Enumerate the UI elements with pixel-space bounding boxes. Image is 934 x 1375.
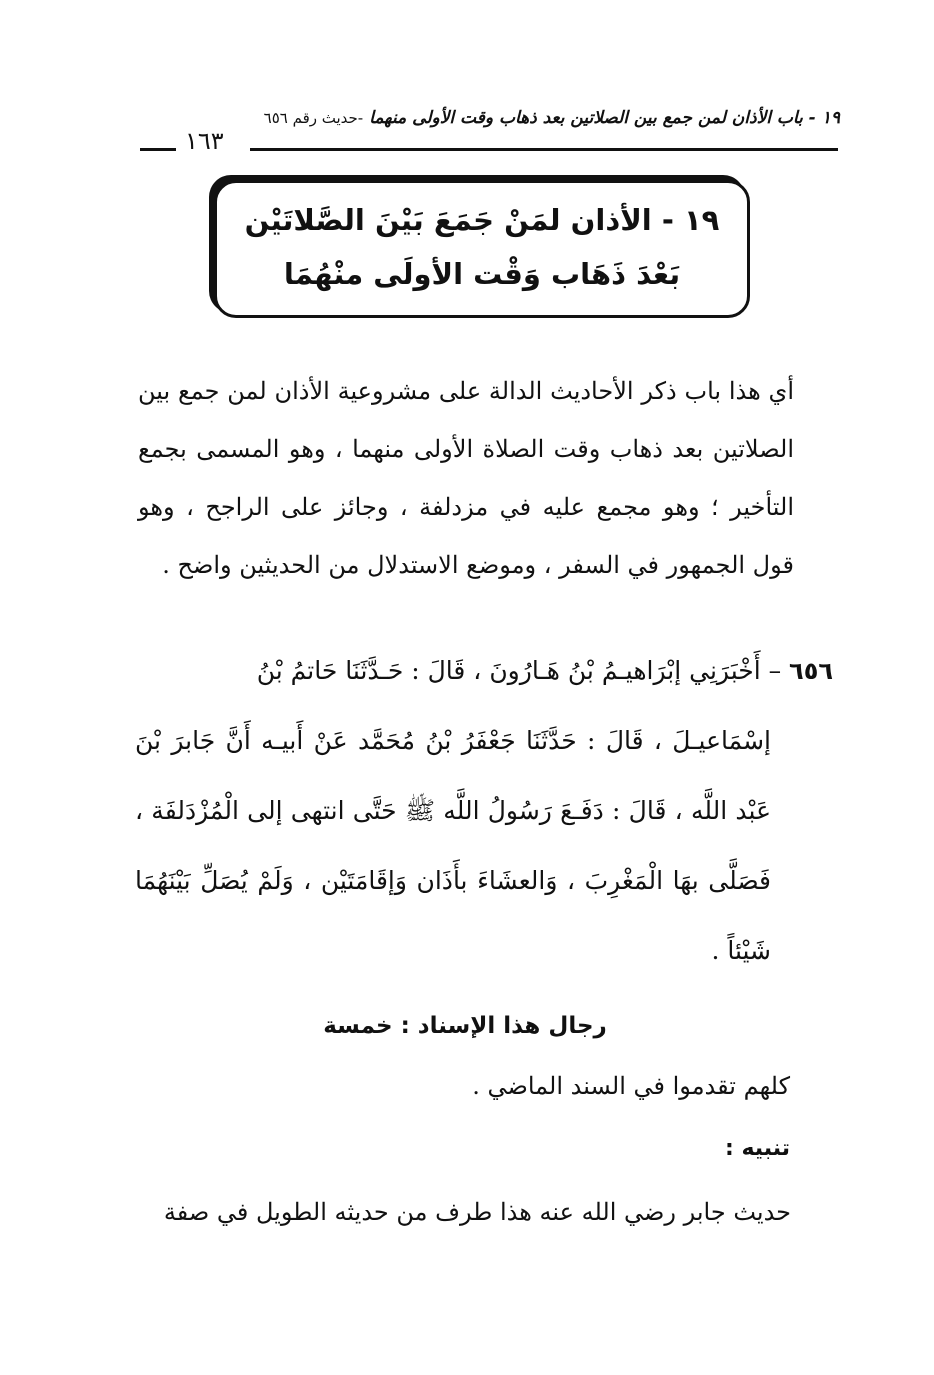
hadith-paragraph xyxy=(135,636,833,986)
header-rule xyxy=(250,148,838,151)
chapter-intro xyxy=(138,362,794,594)
hadith-text xyxy=(135,636,833,986)
hadith-continuation: إسْمَاعيـلَ ، قَالَ : حَدَّثَنَا جَعْفَرُ بْنُ مُحَمَّد عَنْ أَبيـه أَنَّ جَابرَ بْنَ عَبْد اللَّه ، قَالَ : دَفَـعَ رَسُولُ اللَّه ﷺ حَتَّى انتهى إلى الْمُزْدَلفَة ، فَصَلَّى بهَا الْمَغْرِبَ ، وَالعشَاءَ بأَذَان وَإقَامَتَيْن ، وَلَمْ يُصَلِّ بَيْنَهُمَا شَيْئاً . xyxy=(135,726,771,965)
running-header-title: ١٩ - باب الأذان لمن جمع بين الصلاتين بعد ذهاب وقت الأولى منهما xyxy=(369,108,840,128)
running-header-hadith-ref: -حديث رقم ٦٥٦ xyxy=(263,109,364,127)
hadith-dash: – xyxy=(760,656,790,685)
narrators-note: كلهم تقدموا في السند الماضي . xyxy=(472,1072,790,1100)
chapter-intro-text: أي هذا باب ذكر الأحاديث الدالة على مشروعية الأذان لمن جمع بين الصلاتين بعد ذهاب وقت الصلاة الأولى منهما ، وهو المسمى بجمع التأخير ؛ وهو مجمع عليه في مزدلفة ، وجائز على الراجح ، وهو قول الجمهور في السفر ، وموضع الاستدلال من الحديثين واضح . xyxy=(138,377,794,579)
hadith-number: ٦٥٦ xyxy=(789,657,833,685)
narrators-heading: رجال هذا الإسناد : خمسة xyxy=(323,1013,607,1039)
chapter-title-line-1: ١٩ - الأذان لمَنْ جَمَعَ بَيْنَ الصَّلاتَيْن xyxy=(244,203,720,237)
page-number-dash xyxy=(140,148,176,151)
page-number: ١٦٣ xyxy=(185,127,224,155)
chapter-title-line-2: بَعْدَ ذَهَاب وَقْت الأولَى منْهُمَا xyxy=(283,257,681,291)
notice-heading: تنبيه : xyxy=(724,1136,790,1161)
chapter-title-box xyxy=(214,180,750,318)
hadith-first-line: أَخْبَرَنِي إبْرَاهيـمُ بْنُ هَـارُونَ ، قَالَ : حَـدَّثَنَا حَاتمُ بْنُ xyxy=(256,656,761,685)
notice-text: حديث جابر رضي الله عنه هذا طرف من حديثه الطويل في صفة xyxy=(163,1198,791,1226)
running-header xyxy=(255,108,840,128)
page-number-area xyxy=(140,127,245,157)
